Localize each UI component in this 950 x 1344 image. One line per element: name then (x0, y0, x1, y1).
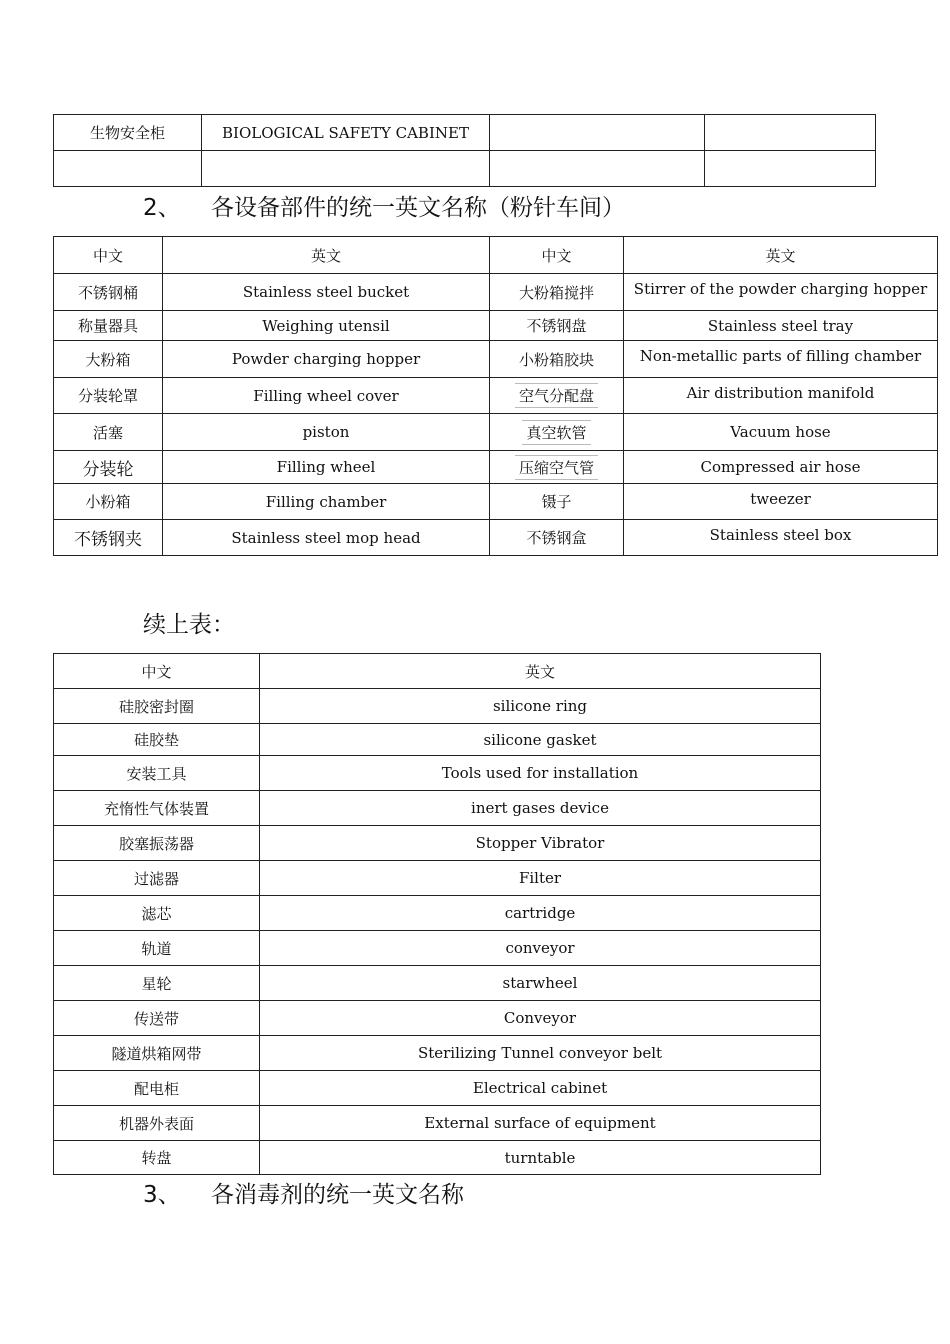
column-header: 中文 (54, 237, 163, 274)
table-cell: 大粉箱搅拌 (490, 274, 624, 311)
table-cell: Air distribution manifold (624, 378, 938, 414)
table-cell: Powder charging hopper (163, 341, 490, 378)
table-row (54, 896, 821, 931)
table-cell: Stirrer of the powder charging hopper (624, 274, 938, 311)
table-cell: tweezer (624, 484, 938, 520)
table-cell: 配电柜 (54, 1071, 260, 1106)
table-cell: Compressed air hose (624, 451, 938, 484)
table-cell: 分装轮罩 (54, 378, 163, 414)
table-row (54, 791, 821, 826)
table-row (54, 520, 938, 556)
table-cell: 大粉箱 (54, 341, 163, 378)
table-cell: Non-metallic parts of filling chamber (624, 341, 938, 378)
table-cell: piston (163, 414, 490, 451)
table-cell: 不锈钢盒 (490, 520, 624, 556)
parts-name-table-continued (53, 653, 821, 1175)
table-cell: cartridge (260, 896, 821, 931)
table-row (54, 1036, 821, 1071)
table-cell: Vacuum hose (624, 414, 938, 451)
table-cell: 分装轮 (54, 451, 163, 484)
boxed-cell-text: 空气分配盘 (515, 383, 598, 408)
table-row (54, 151, 876, 187)
table-cell: Filling wheel cover (163, 378, 490, 414)
table-header-row (54, 237, 938, 274)
table-row (54, 1001, 821, 1036)
table-row (54, 115, 876, 151)
table-cell: 不锈钢桶 (54, 274, 163, 311)
table-row (54, 966, 821, 1001)
table-row (54, 826, 821, 861)
table-row (54, 484, 938, 520)
table-cell: 安装工具 (54, 756, 260, 791)
table-cell (705, 151, 876, 187)
table-cell: Filling wheel (163, 451, 490, 484)
table-cell: Stopper Vibrator (260, 826, 821, 861)
table-cell: External surface of equipment (260, 1106, 821, 1141)
table-cell: 过滤器 (54, 861, 260, 896)
table-cell: 机器外表面 (54, 1106, 260, 1141)
table-cell: Tools used for installation (260, 756, 821, 791)
table-row (54, 378, 938, 414)
table-cell: 硅胶垫 (54, 724, 260, 756)
section-number: 2、 (143, 195, 181, 221)
table-cell (705, 115, 876, 151)
table-header-row (54, 654, 821, 689)
table-cell: Stainless steel tray (624, 311, 938, 341)
table-cell: 小粉箱胶块 (490, 341, 624, 378)
table-row (54, 1071, 821, 1106)
table-cell: 胶塞振荡器 (54, 826, 260, 861)
table-cell (490, 378, 624, 414)
table-cell: 滤芯 (54, 896, 260, 931)
table-cell: 充惰性气体装置 (54, 791, 260, 826)
table-cell: 转盘 (54, 1141, 260, 1175)
table-cell: BIOLOGICAL SAFETY CABINET (202, 115, 490, 151)
section-number: 3、 (143, 1182, 181, 1208)
table-cell: starwheel (260, 966, 821, 1001)
table-row (54, 724, 821, 756)
section-heading (143, 189, 625, 222)
table-cell (490, 414, 624, 451)
table-cell: Electrical cabinet (260, 1071, 821, 1106)
table-row (54, 1106, 821, 1141)
continued-label: 续上表： (143, 612, 235, 638)
section-title: 各设备部件的统一英文名称（粉针车间） (211, 195, 625, 221)
column-header: 英文 (163, 237, 490, 274)
table-cell: 轨道 (54, 931, 260, 966)
table-row (54, 451, 938, 484)
table-cell: 生物安全柜 (54, 115, 202, 151)
table-cell: Filter (260, 861, 821, 896)
table-cell (490, 115, 705, 151)
table-cell: Stainless steel box (624, 520, 938, 556)
column-header: 中文 (490, 237, 624, 274)
boxed-cell-text: 压缩空气管 (515, 455, 598, 480)
table-cell: Stainless steel mop head (163, 520, 490, 556)
column-header: 英文 (260, 654, 821, 689)
table-cell: Stainless steel bucket (163, 274, 490, 311)
table-cell: Filling chamber (163, 484, 490, 520)
table-cell: 硅胶密封圈 (54, 689, 260, 724)
table-cell: silicone gasket (260, 724, 821, 756)
table-cell: Weighing utensil (163, 311, 490, 341)
table-cell: 不锈钢夹 (54, 520, 163, 556)
table-cell: conveyor (260, 931, 821, 966)
table-row (54, 1141, 821, 1175)
table-cell: Conveyor (260, 1001, 821, 1036)
table-cell: Sterilizing Tunnel conveyor belt (260, 1036, 821, 1071)
table-row (54, 861, 821, 896)
table-cell: 活塞 (54, 414, 163, 451)
table-row (54, 341, 938, 378)
table-cell (490, 451, 624, 484)
table-cell (490, 151, 705, 187)
table-cell: 传送带 (54, 1001, 260, 1036)
table-cell: inert gases device (260, 791, 821, 826)
table-row (54, 274, 938, 311)
section-title: 各消毒剂的统一英文名称 (211, 1182, 464, 1208)
table-row (54, 414, 938, 451)
table-cell: 小粉箱 (54, 484, 163, 520)
table-cell: 镊子 (490, 484, 624, 520)
section-heading (143, 1176, 464, 1209)
column-header: 中文 (54, 654, 260, 689)
table-cell: silicone ring (260, 689, 821, 724)
parts-name-table (53, 236, 938, 556)
table-row (54, 756, 821, 791)
table-cell: 称量器具 (54, 311, 163, 341)
table-row (54, 931, 821, 966)
table-cell: 星轮 (54, 966, 260, 1001)
table-cell: 不锈钢盘 (490, 311, 624, 341)
column-header: 英文 (624, 237, 938, 274)
boxed-cell-text: 真空软管 (522, 420, 590, 445)
table-row (54, 689, 821, 724)
table-row (54, 311, 938, 341)
table-cell: turntable (260, 1141, 821, 1175)
equipment-name-table-fragment (53, 114, 876, 187)
table-cell: 隧道烘箱网带 (54, 1036, 260, 1071)
table-cell (54, 151, 202, 187)
table-cell (202, 151, 490, 187)
